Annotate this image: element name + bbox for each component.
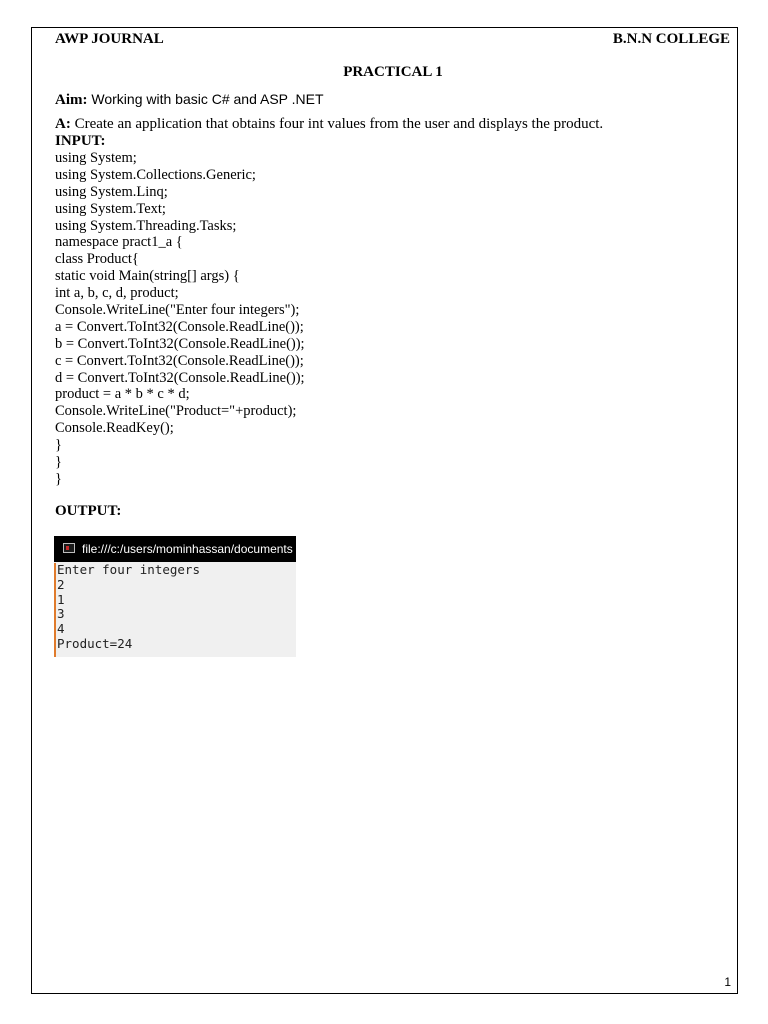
console-screenshot	[54, 536, 296, 657]
aim-text: Working with basic C# and ASP .NET	[87, 91, 324, 107]
page-number: 1	[724, 975, 731, 989]
console-app-icon	[63, 543, 75, 553]
code-line: d = Convert.ToInt32(Console.ReadLine());	[55, 369, 305, 386]
college-name: B.N.N COLLEGE	[612, 31, 730, 47]
task-text: Create an application that obtains four int values from the user and displays the product.	[70, 116, 604, 132]
task-description	[55, 116, 603, 133]
code-line: Console.WriteLine("Product="+product);	[55, 403, 297, 420]
journal-title: AWP JOURNAL	[55, 31, 164, 47]
code-line: using System.Collections.Generic;	[55, 166, 256, 183]
code-line: using System.Threading.Tasks;	[55, 217, 237, 234]
practical-title: PRACTICAL 1	[343, 64, 443, 80]
input-heading: INPUT:	[55, 133, 106, 149]
console-line: 3	[57, 606, 65, 622]
code-line: a = Convert.ToInt32(Console.ReadLine());	[55, 318, 304, 335]
aim-line	[55, 91, 324, 109]
source-code	[55, 150, 305, 488]
console-line: 1	[57, 591, 65, 607]
output-heading: OUTPUT:	[55, 503, 122, 519]
code-line: using System.Linq;	[55, 183, 168, 200]
code-line: static void Main(string[] args) {	[55, 268, 240, 285]
console-titlebar	[54, 536, 296, 562]
aim-label: Aim:	[55, 92, 88, 108]
console-line: Enter four integers	[57, 562, 200, 577]
console-line: 2	[57, 576, 65, 592]
task-label: A:	[55, 116, 71, 132]
code-line: c = Convert.ToInt32(Console.ReadLine());	[55, 352, 304, 369]
code-line: namespace pract1_a {	[55, 234, 183, 251]
code-line: product = a * b * c * d;	[55, 386, 190, 403]
code-line: class Product{	[55, 251, 139, 268]
code-line: using System;	[55, 150, 137, 166]
code-line: Console.WriteLine("Enter four integers");	[55, 302, 300, 319]
code-line: b = Convert.ToInt32(Console.ReadLine());	[55, 335, 305, 352]
code-line: }	[55, 454, 62, 471]
console-title-path: file:///c:/users/mominhassan/documents	[82, 542, 293, 556]
code-line: using System.Text;	[55, 200, 166, 217]
console-line: 4	[57, 621, 65, 637]
console-output	[54, 563, 296, 657]
code-line: Console.ReadKey();	[55, 420, 174, 437]
console-line: Product=24	[57, 635, 133, 651]
code-line: }	[55, 437, 62, 454]
code-line: int a, b, c, d, product;	[55, 285, 179, 302]
code-line: }	[55, 470, 62, 487]
